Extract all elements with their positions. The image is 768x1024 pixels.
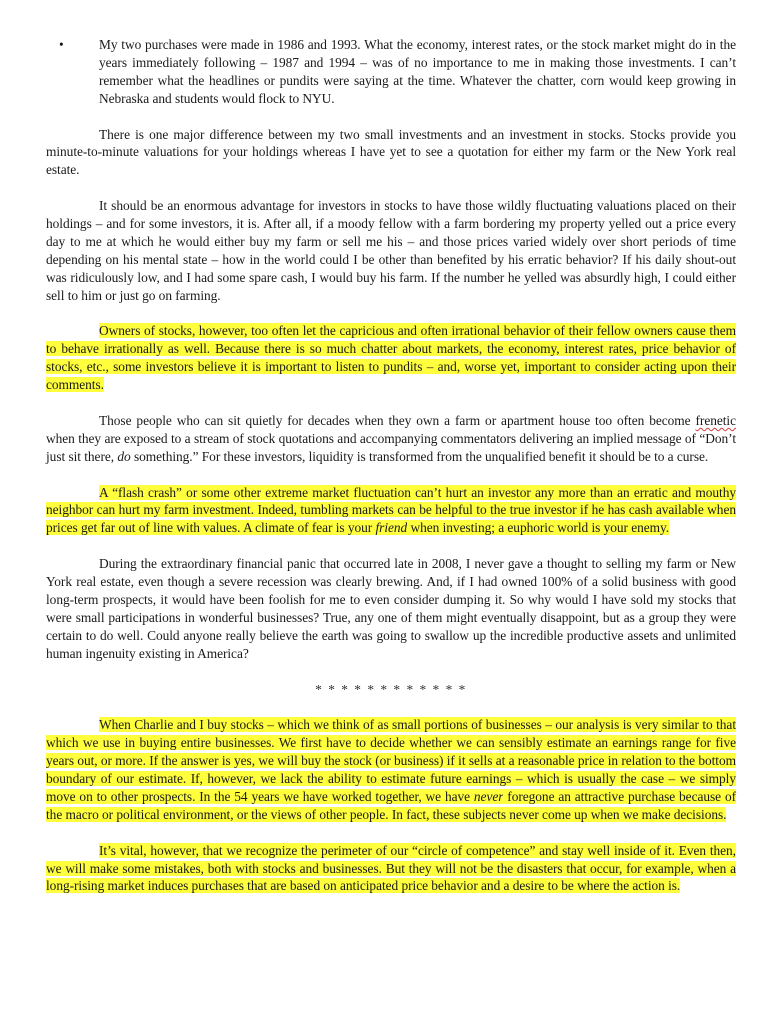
italic-emphasis: never xyxy=(473,788,504,804)
document-page xyxy=(46,36,736,913)
paragraph-text: During the extraordinary financial panic that occurred late in 2008, I never gave a thought to selling my farm or New York real estate, even though a severe recession was clearly brewing. And, if I had owned 100% of a solid business with good long-term prospects, it would have been foolish for me to even consider dumping it. So why would I have sold my stocks that were small participations in wonderful businesses? True, any one of them might eventually disappoint, but as a group they were certain to do well. Could anyone really believe the earth was going to swallow up the incredible productive assets and unlimited human ingenuity existing in America? xyxy=(46,556,736,661)
paragraph-text-start: Those people who can sit quietly for decades when they own a farm or apartment house too often become xyxy=(99,412,696,428)
paragraph-text-middle: when they are exposed to a stream of stock quotations and accompanying commentators delivering an implied message of “Don’t just sit there, xyxy=(46,430,736,464)
paragraph-text-end: something.” For these investors, liquidity is transformed from the unqualified benefit it should be to a curse. xyxy=(130,448,709,464)
italic-emphasis: friend xyxy=(375,520,408,536)
paragraph-text: It should be an enormous advantage for investors in stocks to have those wildly fluctuating valuations placed on their holdings – and for some investors, it is. After all, if a moody fellow with a farm bordering my property yelled out a price every day to me at which he would either buy my farm or sell me his – and those prices varied widely over short periods of time depending on his mental state – how in the world could I be other than benefited by his erratic behavior? If his daily shout-out was ridiculously low, and I had some spare cash, I would buy his farm. If the number he yelled was absurdly high, I could either sell to him or just go on farming. xyxy=(46,198,736,303)
highlighted-text-end: when investing; a euphoric world is your enemy. xyxy=(407,520,670,536)
bullet-text: My two purchases were made in 1986 and 1993. What the economy, interest rates, or the stock market might do in the years immediately following – 1987 and 1994 – was of no importance to me in making those investments. I can’t remember what the headlines or pundits were saying at the time. Whatever the chatter, corn would keep growing in Nebraska and students would flock to NYU. xyxy=(99,37,736,106)
highlighted-text: Owners of stocks, however, too often let the capricious and often irrational behavior of their fellow owners cause them to behave irrationally as well. Because there is so much chatter about markets, the economy, interest rates, price behavior of stocks, etc., some investors believe it is important to listen to pundits – and, worse yet, important to consider acting upon their comments. xyxy=(46,323,736,393)
bullet-icon: • xyxy=(59,37,64,52)
highlighted-paragraph-circle-of-competence xyxy=(46,842,736,896)
highlighted-text-end: foregone an attractive purchase because of the macro or political environment, or the views of other people. In fact, these subjects never come up when we make decisions. xyxy=(46,788,736,822)
paragraph-moody-neighbor xyxy=(46,197,736,304)
italic-emphasis: do xyxy=(117,448,131,464)
highlighted-paragraph-flash-crash xyxy=(46,484,736,538)
paragraph-liquidity-curse xyxy=(46,412,736,466)
bullet-list-item xyxy=(46,36,736,108)
paragraph-stock-quotations xyxy=(46,126,736,180)
highlighted-paragraph-buying-stocks xyxy=(46,716,736,823)
section-divider: * * * * * * * * * * * * xyxy=(315,681,467,697)
highlighted-text-start: A “flash crash” or some other extreme market fluctuation can’t hurt an investor any more than an erratic and mouthy neighbor can hurt my farm investment. Indeed, tumbling markets can be helpful to the true investor if he has cash available when prices get far out of line with values. A climate of fear is your xyxy=(46,484,736,536)
paragraph-financial-panic-2008 xyxy=(46,555,736,662)
highlighted-paragraph-irrational-owners xyxy=(46,322,736,394)
paragraph-text: There is one major difference between my two small investments and an investment in stocks. Stocks provide you minute-to-minute valuations for your holdings whereas I have yet to see a quotation for either my farm or the New York real estate. xyxy=(46,126,736,178)
spellcheck-flagged-word[interactable]: frenetic xyxy=(695,412,736,428)
highlighted-text-start: When Charlie and I buy stocks – which we think of as small portions of businesses – our analysis is very similar to that which we use in buying entire businesses. We first have to decide whether we can sensibly estimate an earnings range for five years out, or more. If the answer is yes, we will buy the stock (or business) if it sells at a reasonable price in relation to the bottom boundary of our estimate. If, however, we lack the ability to estimate future earnings – which is usually the case – we simply move on to other prospects. In the 54 years we have worked together, we have xyxy=(46,717,736,804)
highlighted-text: It’s vital, however, that we recognize the perimeter of our “circle of competence” and stay well inside of it. Even then, we will make some mistakes, both with stocks and businesses. But they will not be the disasters that occur, for example, when a long-rising market induces purchases that are based on anticipated price behavior and a desire to be where the action is. xyxy=(46,842,736,894)
